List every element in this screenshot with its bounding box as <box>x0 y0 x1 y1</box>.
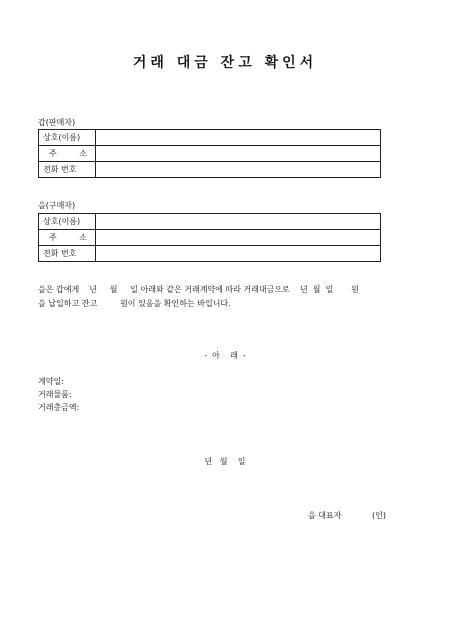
seller-phone-value <box>96 162 381 178</box>
seller-name-value <box>96 130 381 146</box>
buyer-section-label: 을(구매자) <box>38 201 76 210</box>
section-heading: - 아 래 - <box>204 351 246 360</box>
buyer-name-value <box>96 214 381 230</box>
total-amount-field: 거래총금액: <box>38 403 80 412</box>
buyer-address-label <box>39 230 96 246</box>
seller-row-phone <box>39 162 381 178</box>
buyer-address-label-char-1: 주 <box>49 233 57 242</box>
seller-address-label <box>39 146 96 162</box>
buyer-row-name <box>39 214 381 230</box>
confirmation-paragraph-line-2: 을 납입하고 잔고 원이 있음을 확인하는 바입니다. <box>38 299 231 308</box>
seller-address-label-char-2: 소 <box>79 149 87 158</box>
signature-line: 을 대표자 (인) <box>308 511 386 520</box>
seller-address-label-char-1: 주 <box>49 149 57 158</box>
issue-date-line: 년 월 일 <box>204 457 246 466</box>
buyer-address-value <box>96 230 381 246</box>
buyer-info-table <box>38 213 381 262</box>
buyer-phone-value <box>96 246 381 262</box>
seller-phone-label: 전화 번호 <box>39 162 96 178</box>
buyer-name-label: 상호(이름) <box>39 214 96 230</box>
seller-row-address <box>39 146 381 162</box>
seller-address-value <box>96 146 381 162</box>
buyer-address-label-char-2: 소 <box>79 233 87 242</box>
seller-info-table <box>38 129 381 178</box>
seller-section-label: 갑(판매자) <box>38 118 76 127</box>
contract-date-field: 계약일: <box>38 377 64 386</box>
buyer-row-address <box>39 230 381 246</box>
seller-row-name <box>39 130 381 146</box>
goods-field: 거래물품: <box>38 390 72 399</box>
confirmation-paragraph-line-1: 을은 갑에게 년 월 일 아래와 같은 거래계약에 따라 거래대금으로 년 월 일 원 <box>38 285 359 294</box>
buyer-phone-label: 전화 번호 <box>39 246 96 262</box>
buyer-row-phone <box>39 246 381 262</box>
seller-name-label: 상호(이름) <box>39 130 96 146</box>
document-title: 거래 대금 잔고 확인서 <box>132 55 318 71</box>
